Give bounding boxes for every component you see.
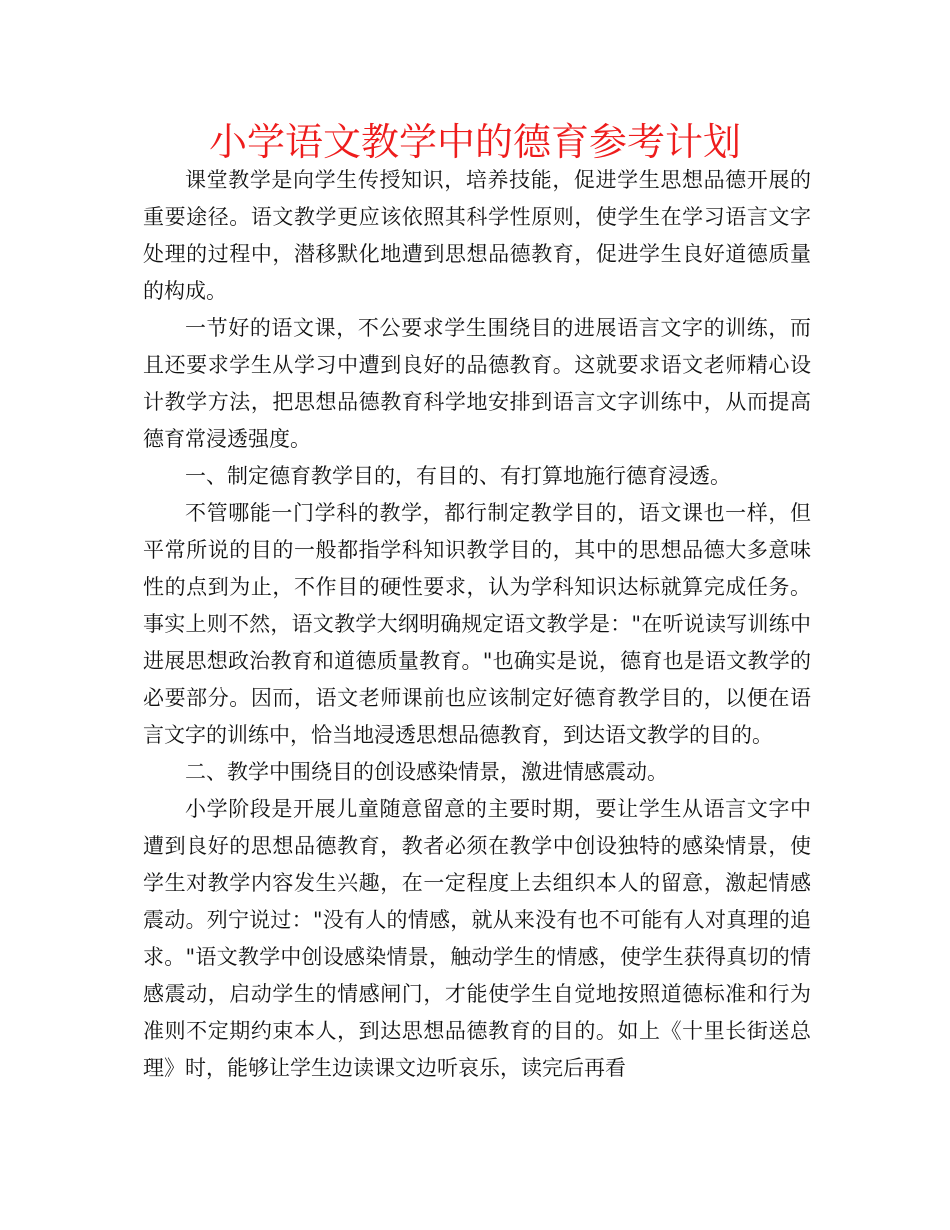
paragraph: 课堂教学是向学生传授知识，培养技能，促进学生思想品德开展的重要途径。语文教学更应该依照其科学性原则，使学生在学习语言文字处理的过程中，潜移默化地遭到思想品德教育，促进学生良好道德质量的构成。 (143, 168, 811, 303)
document-title: 小学语文教学中的德育参考计划 (208, 120, 741, 164)
paragraph: 一节好的语文课，不公要求学生围绕目的进展语言文字的训练，而且还要求学生从学习中遭到良好的品德教育。这就要求语文老师精心设计教学方法，把思想品德教育科学地安排到语言文字训练中，从而提高德育常浸透强度。 (143, 316, 811, 451)
paragraph: 不管哪能一门学科的教学，都行制定教学目的，语文课也一样，但平常所说的目的一般都指学科知识教学目的，其中的思想品德大多意味性的点到为止，不作目的硬性要求，认为学科知识达标就算完成任务。事实上则不然，语文教学大纲明确规定语文教学是："在听说读写训练中进展思想政治教育和道德质量教育。"也确实是说，德育也是语文教学的必要部分。因而，语文老师课前也应该制定好德育教学目的，以便在语言文字的训练中，恰当地浸透思想品德教育，到达语文教学的目的。 (143, 501, 811, 747)
section-heading: 一、制定德育教学目的，有目的、有打算地施行德育浸透。 (185, 464, 731, 488)
document-body (143, 162, 811, 1087)
paragraph: 小学阶段是开展儿童随意留意的主要时期，要让学生从语言文字中遭到良好的思想品德教育，教者必须在教学中创设独特的感染情景，使学生对教学内容发生兴趣，在一定程度上去组织本人的留意，激起情感震动。列宁说过："没有人的情感，就从来没有也不可能有人对真理的追求。"语文教学中创设感染情景，触动学生的情感，使学生获得真切的情感震动，启动学生的情感闸门，才能使学生自觉地按照道德标准和行为准则不定期约束本人，到达思想品德教育的目的。如上《十里长街送总理》时，能够让学生边读课文边听哀乐，读完后再看 (143, 797, 811, 1080)
section-heading: 二、教学中围绕目的创设感染情景，激进情感震动。 (185, 760, 668, 784)
